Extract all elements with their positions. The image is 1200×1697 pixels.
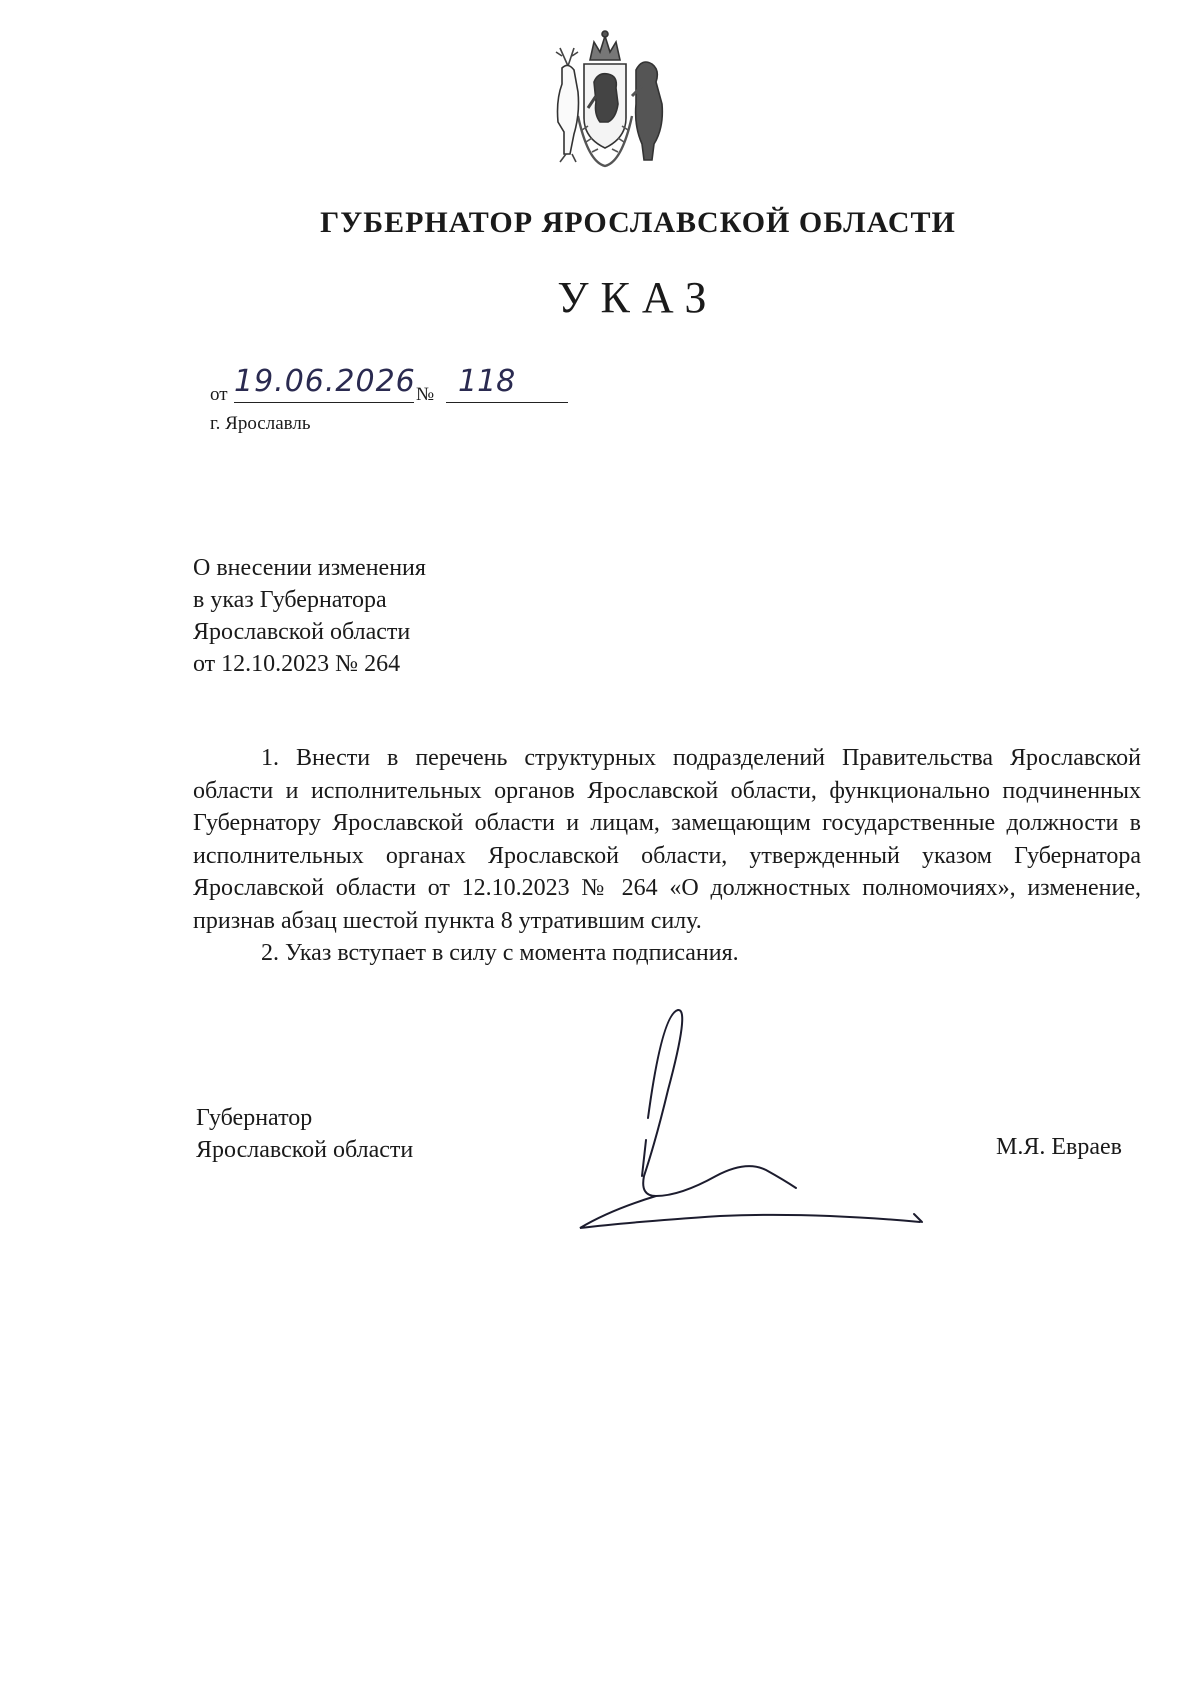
body-paragraph-1: 1. Внести в перечень структурных подразделений Правительства Ярославской области и исполнительных органов Ярославской области, функционально подчиненных Губернатору Ярославской области и лицам, замещающим государственные должности в исполнительных органах Ярославской области, утвержденный указом Губернатора Ярославской области от 12.10.2023 № 264 «О должностных полномочиях», изменение, признав абзац шестой пункта 8 утратившим силу. — [193, 745, 1141, 934]
document-subject — [193, 552, 593, 680]
signatory-name: М.Я. Евраев — [996, 1134, 1122, 1160]
number-label: № — [416, 384, 435, 405]
subject-line: от 12.10.2023 № 264 — [193, 651, 401, 677]
signatory-title-line: Ярославской области — [196, 1137, 414, 1163]
subject-line: в указ Губернатора — [193, 587, 387, 613]
issue-city: г. Ярославль — [210, 413, 311, 434]
subject-line: Ярославской области — [193, 619, 411, 645]
registration-line — [210, 362, 570, 406]
issuing-authority: ГУБЕРНАТОР ЯРОСЛАВСКОЙ ОБЛАСТИ — [320, 206, 956, 239]
document-number: 118 — [446, 364, 568, 403]
handwritten-signature — [570, 1000, 940, 1240]
subject-line: О внесении изменения — [193, 555, 426, 581]
signatory-title-line: Губернатор — [196, 1105, 313, 1131]
document-body — [193, 742, 1141, 970]
document-date: 19.06.2026 — [234, 364, 414, 403]
body-paragraph-2: 2. Указ вступает в силу с момента подписания. — [261, 940, 739, 966]
document-type: УКАЗ — [557, 273, 719, 322]
coat-of-arms-icon — [538, 26, 672, 176]
date-label: от — [210, 384, 228, 405]
signatory-title — [196, 1102, 413, 1166]
